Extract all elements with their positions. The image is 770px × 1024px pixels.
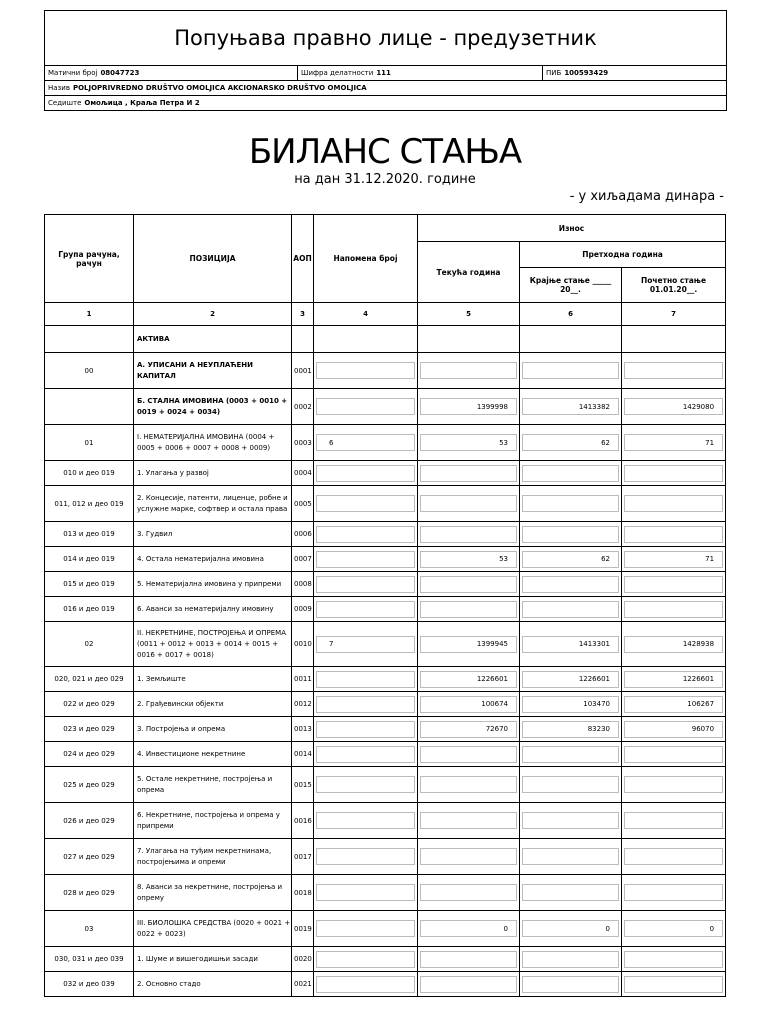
table-row (45, 522, 726, 547)
current-year-cell (418, 767, 520, 803)
position-cell: 2. Основно стадо (134, 972, 292, 997)
table-row (45, 947, 726, 972)
prev-start-cell (622, 425, 726, 461)
group-cell: 02 (45, 622, 134, 667)
aop-cell: 0016 (292, 803, 314, 839)
note-cell (314, 947, 418, 972)
table-row (45, 389, 726, 425)
group-cell: 014 и део 019 (45, 547, 134, 572)
group-cell: 00 (45, 353, 134, 389)
current-year-cell-value: 100674 (420, 696, 517, 713)
current-year-cell-value: 1226601 (420, 671, 517, 688)
aop-cell: 0008 (292, 572, 314, 597)
sediste-cell (45, 96, 200, 110)
header-prev-end: Крајње стање _____ 20__. (520, 268, 622, 303)
position-cell: 4. Инвестиционе некретнине (134, 742, 292, 767)
current-year-cell (418, 522, 520, 547)
table-row (45, 667, 726, 692)
position-cell: II. НЕКРЕТНИНЕ, ПОСТРОЈЕЊА И ОПРЕМА (0011 + 0012 + 0013 + 0014 + 0015 + 0016 + 0017 + 0018) (134, 622, 292, 667)
prev-start-cell (622, 486, 726, 522)
current-year-cell (418, 547, 520, 572)
prev-end-cell-value (522, 465, 619, 482)
prev-start-cell-value: 1226601 (624, 671, 723, 688)
current-year-cell (418, 692, 520, 717)
current-year-cell (418, 972, 520, 997)
current-year-cell (418, 717, 520, 742)
position-cell: 6. Аванси за нематеријалну имовину (134, 597, 292, 622)
group-cell (45, 389, 134, 425)
prev-end-cell-value: 1226601 (522, 671, 619, 688)
prev-end-cell-value: 103470 (522, 696, 619, 713)
prev-start-cell (622, 692, 726, 717)
prev-start-cell-value (624, 362, 723, 379)
note-cell (314, 425, 418, 461)
table-row (45, 486, 726, 522)
prev-start-cell-value: 71 (624, 434, 723, 451)
position-cell: 7. Улагања на туђим некретнинама, постројењима и опреми (134, 839, 292, 875)
current-year-cell-value (420, 601, 517, 618)
prev-start-cell-value (624, 495, 723, 512)
column-numbers-row (45, 303, 726, 326)
prev-end-cell-value (522, 576, 619, 593)
table-row (45, 622, 726, 667)
group-cell: 013 и део 019 (45, 522, 134, 547)
col-number: 6 (520, 303, 622, 326)
prev-end-cell (520, 547, 622, 572)
note-cell-value (316, 721, 415, 738)
sifra-value: 111 (376, 69, 391, 77)
table-row (45, 767, 726, 803)
prev-end-cell-value: 1413301 (522, 636, 619, 653)
aop-cell: 0012 (292, 692, 314, 717)
prev-start-cell-value (624, 976, 723, 993)
group-cell: 024 и део 029 (45, 742, 134, 767)
document-subtitle: на дан 31.12.2020. године (294, 172, 476, 187)
prev-end-cell-value (522, 526, 619, 543)
current-year-cell-value: 53 (420, 551, 517, 568)
group-cell: 015 и део 019 (45, 572, 134, 597)
position-cell: 1. Шуме и вишегодишњи засади (134, 947, 292, 972)
aop-cell: 0010 (292, 622, 314, 667)
prev-end-cell-value (522, 601, 619, 618)
header-previous-year: Претходна година (520, 242, 726, 268)
prev-start-cell (622, 911, 726, 947)
pib-cell (543, 66, 726, 80)
note-cell (314, 353, 418, 389)
aop-cell: 0006 (292, 522, 314, 547)
prev-start-cell (622, 972, 726, 997)
current-year-cell (418, 389, 520, 425)
prev-start-cell-value: 71 (624, 551, 723, 568)
current-year-cell (418, 875, 520, 911)
current-year-cell (418, 742, 520, 767)
balance-sheet-table (44, 214, 726, 997)
group-cell: 027 и део 029 (45, 839, 134, 875)
sediste-label: Седиште (48, 99, 82, 107)
table-row (45, 692, 726, 717)
current-year-cell-value: 53 (420, 434, 517, 451)
aop-cell: 0018 (292, 875, 314, 911)
col-number: 1 (45, 303, 134, 326)
current-year-cell (418, 486, 520, 522)
note-cell-value (316, 696, 415, 713)
prev-start-cell (622, 839, 726, 875)
prev-end-cell-value (522, 746, 619, 763)
position-cell: 8. Аванси за некретнине, постројења и опрему (134, 875, 292, 911)
prev-end-cell-value (522, 362, 619, 379)
note-cell (314, 461, 418, 486)
note-cell (314, 597, 418, 622)
table-row (45, 717, 726, 742)
pib-value: 100593429 (564, 69, 609, 77)
aop-cell: 0011 (292, 667, 314, 692)
note-cell-value (316, 601, 415, 618)
prev-end-cell (520, 692, 622, 717)
group-cell: 023 и део 029 (45, 717, 134, 742)
aop-cell: 0007 (292, 547, 314, 572)
aop-cell: 0005 (292, 486, 314, 522)
naziv-cell (45, 81, 367, 95)
header-amount: Износ (418, 215, 726, 242)
prev-end-cell (520, 972, 622, 997)
prev-start-cell (622, 803, 726, 839)
prev-start-cell (622, 667, 726, 692)
position-cell: 5. Нематеријална имовина у припреми (134, 572, 292, 597)
group-cell: 01 (45, 425, 134, 461)
note-cell-value: 7 (316, 636, 415, 653)
note-cell (314, 911, 418, 947)
aop-cell: 0003 (292, 425, 314, 461)
note-cell (314, 742, 418, 767)
current-year-cell (418, 911, 520, 947)
note-cell-value: 6 (316, 434, 415, 451)
note-cell (314, 803, 418, 839)
note-cell (314, 667, 418, 692)
prev-end-cell-value (522, 495, 619, 512)
current-year-cell-value (420, 848, 517, 865)
header-prev-start: Почетно стање 01.01.20__. (622, 268, 726, 303)
prev-end-cell-value (522, 848, 619, 865)
maticni-label: Матични број (48, 69, 98, 77)
note-cell (314, 839, 418, 875)
prev-end-cell (520, 486, 622, 522)
prev-start-cell-value (624, 526, 723, 543)
table-row (45, 572, 726, 597)
prev-start-cell (622, 353, 726, 389)
current-year-cell (418, 622, 520, 667)
header-aop: АОП (292, 215, 314, 303)
group-cell: 025 и део 029 (45, 767, 134, 803)
header-title: Попуњава правно лице - предузетник (45, 11, 726, 66)
note-cell-value (316, 976, 415, 993)
aop-cell: 0004 (292, 461, 314, 486)
current-year-cell-value (420, 976, 517, 993)
note-cell (314, 622, 418, 667)
current-year-cell-value (420, 576, 517, 593)
group-cell: 010 и део 019 (45, 461, 134, 486)
prev-start-cell (622, 742, 726, 767)
note-cell-value (316, 576, 415, 593)
prev-end-cell-value (522, 812, 619, 829)
current-year-cell-value (420, 465, 517, 482)
note-cell-value (316, 526, 415, 543)
prev-end-cell-value: 62 (522, 434, 619, 451)
position-cell: А. УПИСАНИ А НЕУПЛАЋЕНИ КАПИТАЛ (134, 353, 292, 389)
prev-end-cell-value (522, 976, 619, 993)
note-cell (314, 972, 418, 997)
position-cell: III. БИОЛОШКА СРЕДСТВА (0020 + 0021 + 0022 + 0023) (134, 911, 292, 947)
section-row (45, 326, 726, 353)
prev-start-cell-value (624, 576, 723, 593)
note-cell-value (316, 812, 415, 829)
prev-end-cell (520, 353, 622, 389)
group-cell: 020, 021 и део 029 (45, 667, 134, 692)
table-row (45, 803, 726, 839)
note-cell (314, 692, 418, 717)
position-cell: 3. Постројења и опрема (134, 717, 292, 742)
note-cell (314, 547, 418, 572)
prev-start-cell (622, 572, 726, 597)
prev-start-cell-value: 1429080 (624, 398, 723, 415)
current-year-cell-value (420, 362, 517, 379)
col-number: 3 (292, 303, 314, 326)
sifra-label: Шифра делатности (301, 69, 374, 77)
document-title: БИЛАНС СТАЊА (248, 132, 522, 172)
position-cell: Б. СТАЛНА ИМОВИНА (0003 + 0010 + 0019 + 0024 + 0034) (134, 389, 292, 425)
prev-start-cell-value: 0 (624, 920, 723, 937)
prev-start-cell-value: 96070 (624, 721, 723, 738)
maticni-value: 08047723 (100, 69, 140, 77)
prev-end-cell (520, 717, 622, 742)
prev-end-cell (520, 839, 622, 875)
position-cell: 2. Концесије, патенти, лиценце, робне и услужне марке, софтвер и остала права (134, 486, 292, 522)
note-cell-value (316, 920, 415, 937)
note-cell-value (316, 465, 415, 482)
current-year-cell-value (420, 776, 517, 793)
note-cell-value (316, 551, 415, 568)
note-cell (314, 486, 418, 522)
prev-end-cell (520, 803, 622, 839)
position-cell: 4. Остала нематеријална имовина (134, 547, 292, 572)
prev-end-cell (520, 947, 622, 972)
note-cell-value (316, 671, 415, 688)
group-cell: 028 и део 029 (45, 875, 134, 911)
table-row (45, 425, 726, 461)
table-row (45, 972, 726, 997)
units-note: - у хиљадама динара - (569, 189, 724, 204)
prev-end-cell (520, 389, 622, 425)
current-year-cell (418, 947, 520, 972)
table-row (45, 597, 726, 622)
naziv-label: Назив (48, 84, 70, 92)
aop-cell: 0009 (292, 597, 314, 622)
prev-start-cell-value: 106267 (624, 696, 723, 713)
prev-start-cell (622, 522, 726, 547)
aop-cell: 0020 (292, 947, 314, 972)
aop-cell: 0019 (292, 911, 314, 947)
table-row (45, 742, 726, 767)
note-cell-value (316, 951, 415, 968)
prev-start-cell-value (624, 884, 723, 901)
prev-end-cell (520, 425, 622, 461)
aop-cell: 0014 (292, 742, 314, 767)
prev-end-cell (520, 622, 622, 667)
position-cell: 3. Гудвил (134, 522, 292, 547)
aop-cell: 0015 (292, 767, 314, 803)
maticni-cell (45, 66, 298, 80)
prev-start-cell-value: 1428938 (624, 636, 723, 653)
prev-start-cell (622, 717, 726, 742)
current-year-cell-value (420, 495, 517, 512)
table-row (45, 839, 726, 875)
position-cell: 2. Грађевински објекти (134, 692, 292, 717)
header-current-year: Текућа година (418, 242, 520, 303)
current-year-cell-value: 0 (420, 920, 517, 937)
prev-end-cell (520, 667, 622, 692)
current-year-cell-value (420, 812, 517, 829)
header-group: Група рачуна, рачун (45, 215, 134, 303)
prev-start-cell-value (624, 848, 723, 865)
prev-start-cell (622, 461, 726, 486)
group-cell: 011, 012 и део 019 (45, 486, 134, 522)
prev-start-cell-value (624, 776, 723, 793)
header-note: Напомена број (314, 215, 418, 303)
aop-cell: 0013 (292, 717, 314, 742)
prev-end-cell-value (522, 776, 619, 793)
company-header (44, 10, 727, 111)
table-row (45, 461, 726, 486)
current-year-cell (418, 425, 520, 461)
group-cell: 030, 031 и део 039 (45, 947, 134, 972)
note-cell-value (316, 398, 415, 415)
prev-start-cell (622, 622, 726, 667)
prev-end-cell (520, 767, 622, 803)
note-cell-value (316, 776, 415, 793)
prev-end-cell-value (522, 884, 619, 901)
current-year-cell (418, 667, 520, 692)
prev-start-cell (622, 597, 726, 622)
prev-end-cell-value: 0 (522, 920, 619, 937)
note-cell (314, 522, 418, 547)
aop-cell: 0002 (292, 389, 314, 425)
header-position: ПОЗИЦИЈА (134, 215, 292, 303)
col-number: 5 (418, 303, 520, 326)
prev-start-cell-value (624, 465, 723, 482)
current-year-cell (418, 353, 520, 389)
naziv-value: POLJOPRIVREDNO DRUŠTVO OMOLJICA AKCIONARSKO DRUŠTVO OMOLJICA (72, 84, 367, 92)
note-cell-value (316, 884, 415, 901)
header-naziv-row (45, 81, 726, 96)
current-year-cell-value: 1399998 (420, 398, 517, 415)
note-cell (314, 717, 418, 742)
prev-start-cell (622, 547, 726, 572)
note-cell-value (316, 848, 415, 865)
prev-start-cell (622, 875, 726, 911)
sifra-cell (298, 66, 543, 80)
note-cell-value (316, 495, 415, 512)
group-cell: 03 (45, 911, 134, 947)
position-cell: 5. Остале некретнине, постројења и опрема (134, 767, 292, 803)
pib-label: ПИБ (546, 69, 562, 77)
prev-start-cell (622, 947, 726, 972)
position-cell: 1. Улагања у развој (134, 461, 292, 486)
note-cell (314, 389, 418, 425)
header-ids-row (45, 66, 726, 81)
prev-end-cell (520, 572, 622, 597)
current-year-cell (418, 839, 520, 875)
note-cell (314, 767, 418, 803)
current-year-cell (418, 461, 520, 486)
current-year-cell-value: 1399945 (420, 636, 517, 653)
prev-start-cell-value (624, 812, 723, 829)
prev-end-cell-value: 1413382 (522, 398, 619, 415)
table-row (45, 911, 726, 947)
sediste-value: Омољица , Краља Петра И 2 (84, 99, 200, 107)
current-year-cell-value (420, 526, 517, 543)
group-cell: 022 и део 029 (45, 692, 134, 717)
section-label: АКТИВА (134, 326, 292, 353)
prev-start-cell-value (624, 951, 723, 968)
col-number: 7 (622, 303, 726, 326)
note-cell (314, 572, 418, 597)
prev-end-cell (520, 522, 622, 547)
current-year-cell-value (420, 951, 517, 968)
prev-start-cell-value (624, 746, 723, 763)
aop-cell: 0001 (292, 353, 314, 389)
note-cell-value (316, 362, 415, 379)
prev-end-cell (520, 742, 622, 767)
current-year-cell-value: 72670 (420, 721, 517, 738)
position-cell: 1. Земљиште (134, 667, 292, 692)
table-row (45, 353, 726, 389)
position-cell: I. НЕМАТЕРИЈАЛНА ИМОВИНА (0004 + 0005 + 0006 + 0007 + 0008 + 0009) (134, 425, 292, 461)
prev-end-cell (520, 597, 622, 622)
aop-cell: 0021 (292, 972, 314, 997)
prev-end-cell (520, 911, 622, 947)
current-year-cell-value (420, 746, 517, 763)
table-row (45, 547, 726, 572)
current-year-cell (418, 572, 520, 597)
prev-end-cell-value: 62 (522, 551, 619, 568)
current-year-cell-value (420, 884, 517, 901)
note-cell (314, 875, 418, 911)
current-year-cell (418, 803, 520, 839)
col-number: 4 (314, 303, 418, 326)
prev-end-cell-value (522, 951, 619, 968)
col-number: 2 (134, 303, 292, 326)
prev-end-cell-value: 83230 (522, 721, 619, 738)
prev-end-cell (520, 875, 622, 911)
group-cell: 032 и део 039 (45, 972, 134, 997)
header-sediste-row (45, 96, 726, 110)
table-row (45, 875, 726, 911)
prev-start-cell (622, 389, 726, 425)
aop-cell: 0017 (292, 839, 314, 875)
prev-start-cell (622, 767, 726, 803)
group-cell: 016 и део 019 (45, 597, 134, 622)
prev-end-cell (520, 461, 622, 486)
position-cell: 6. Некретнине, постројења и опрема у припреми (134, 803, 292, 839)
group-cell: 026 и део 029 (45, 803, 134, 839)
note-cell-value (316, 746, 415, 763)
prev-start-cell-value (624, 601, 723, 618)
current-year-cell (418, 597, 520, 622)
